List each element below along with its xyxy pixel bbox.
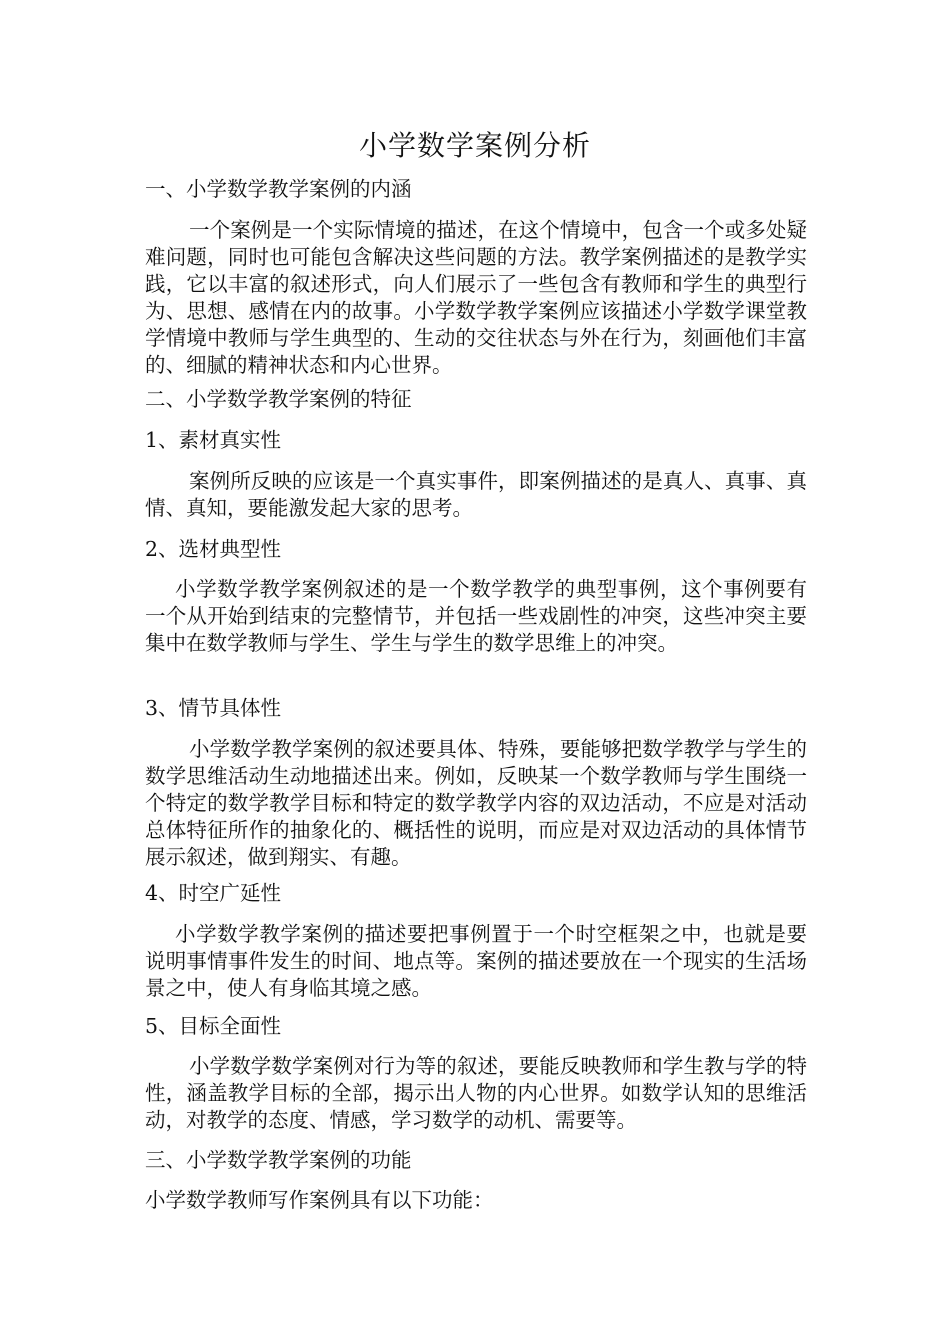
feature-1-heading: 1、素材真实性 [145, 428, 282, 452]
section-3-heading: 三、小学数学教学案例的功能 [145, 1148, 412, 1172]
feature-1-paragraph: 案例所反映的应该是一个真实事件，即案例描述的是真人、真事、真情、真知，要能激发起大家的思考。 [145, 469, 807, 520]
feature-2-heading: 2、选材典型性 [145, 537, 282, 561]
section-2-heading: 二、小学数学教学案例的特征 [145, 387, 412, 411]
feature-3-paragraph: 小学数学教学案例的叙述要具体、特殊，要能够把数学教学与学生的数学思维活动生动地描述出来。例如，反映某一个数学教师与学生围绕一个特定的数学教学目标和特定的数学教学内容的双边活动，不应是对活动总体特征所作的抽象化的、概括性的说明，而应是对双边活动的具体情节展示叙述，做到翔实、有趣。 [145, 737, 807, 869]
page-title: 小学数学案例分析 [358, 129, 591, 162]
feature-5-paragraph: 小学数学数学案例对行为等的叙述，要能反映教师和学生教与学的特性，涵盖教学目标的全部，揭示出人物的内心世界。如数学认知的思维活动，对教学的态度、情感，学习数学的动机、需要等。 [145, 1054, 807, 1132]
feature-2-paragraph: 小学数学教学案例叙述的是一个数学教学的典型事例，这个事例要有一个从开始到结束的完整情节，并包括一些戏剧性的冲突，这些冲突主要集中在数学教师与学生、学生与学生的数学思维上的冲突。 [145, 577, 807, 655]
section-3-intro: 小学数学教师写作案例具有以下功能： [145, 1188, 494, 1212]
feature-4-heading: 4、时空广延性 [145, 881, 282, 905]
feature-4-paragraph: 小学数学教学案例的描述要把事例置于一个时空框架之中，也就是要说明事情事件发生的时间、地点等。案例的描述要放在一个现实的生活场景之中，使人有身临其境之感。 [145, 922, 807, 1000]
section-1-heading: 一、小学数学教学案例的内涵 [145, 177, 412, 201]
feature-5-heading: 5、目标全面性 [145, 1014, 282, 1038]
feature-3-heading: 3、情节具体性 [145, 696, 282, 720]
section-1-paragraph: 一个案例是一个实际情境的描述，在这个情境中，包含一个或多处疑难问题，同时也可能包含解决这些问题的方法。教学案例描述的是教学实践，它以丰富的叙述形式，向人们展示了一些包含有教师和学生的典型行为、思想、感情在内的故事。小学数学教学案例应该描述小学数学课堂教学情境中教师与学生典型的、生动的交往状态与外在行为，刻画他们丰富的、细腻的精神状态和内心世界。 [145, 218, 807, 377]
